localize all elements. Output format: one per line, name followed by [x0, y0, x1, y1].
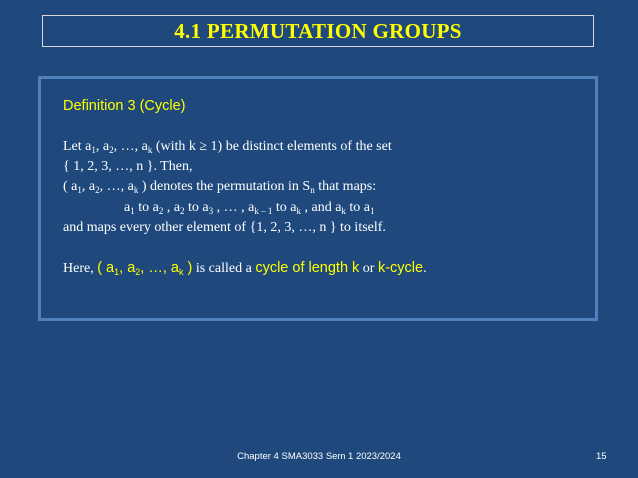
text: that maps:: [314, 179, 377, 194]
text: , a: [163, 200, 181, 215]
text: , a: [119, 260, 136, 276]
text: to a: [134, 200, 159, 215]
text: ) denotes the permutation in S: [138, 179, 311, 194]
text: a: [124, 200, 131, 215]
definition-line-6: [63, 260, 427, 277]
slide-title-box: [42, 15, 594, 47]
subscript: k – 1: [254, 206, 273, 216]
text: ( a: [97, 260, 115, 276]
footer-text: Chapter 4 SMA3033 Sem 1 2023/2024: [237, 451, 401, 462]
subscript: 1: [130, 206, 135, 216]
text: Let a: [63, 139, 92, 154]
text: ( a: [63, 179, 78, 194]
definition-line-1: [63, 139, 392, 155]
text: , a: [81, 179, 96, 194]
subscript: 2: [109, 145, 114, 155]
subscript: 1: [77, 185, 82, 195]
text: , …, a: [99, 179, 134, 194]
term-k-cycle: k-cycle: [377, 260, 424, 276]
text: to a: [345, 200, 371, 215]
text: Here,: [63, 261, 98, 276]
subscript: k: [178, 267, 184, 277]
text: is called a: [192, 261, 256, 276]
subscript: k: [147, 145, 153, 155]
definition-line-5: and maps every other element of {1, 2, 3, …, n } to itself.: [63, 220, 386, 235]
text: (with k ≥ 1) be distinct elements of the set: [152, 139, 392, 154]
subscript: 2: [95, 185, 100, 195]
definition-line-4: [124, 200, 375, 216]
subscript: 1: [370, 206, 375, 216]
text: or: [359, 261, 378, 276]
slide-title: 4.1 PERMUTATION GROUPS: [174, 18, 462, 43]
subscript: 2: [158, 206, 164, 216]
text: , … , a: [213, 200, 255, 215]
subscript: k: [341, 206, 346, 216]
text: .: [423, 261, 427, 276]
subscript: n: [310, 185, 315, 195]
text: , a: [95, 139, 110, 154]
subscript: 2: [135, 267, 141, 277]
text: , …, a: [113, 139, 148, 154]
page-number: 15: [596, 451, 607, 462]
subscript: k: [133, 185, 139, 195]
definition-heading: Definition 3 (Cycle): [63, 98, 186, 114]
subscript: 1: [91, 145, 96, 155]
text: ): [183, 260, 193, 276]
definition-line-3: [63, 179, 376, 195]
subscript: k: [296, 206, 301, 216]
definition-box: [38, 76, 598, 321]
subscript: 3: [208, 206, 214, 216]
term-cycle-of-length-k: cycle of length k: [255, 260, 360, 276]
text: , and a: [300, 200, 342, 215]
text: to a: [272, 200, 297, 215]
definition-line-2: { 1, 2, 3, …, n }. Then,: [63, 159, 193, 174]
subscript: 1: [114, 267, 120, 277]
cycle-notation: [97, 260, 192, 276]
text: , …, a: [140, 260, 179, 276]
text: to a: [184, 200, 209, 215]
subscript: 2: [180, 206, 185, 216]
